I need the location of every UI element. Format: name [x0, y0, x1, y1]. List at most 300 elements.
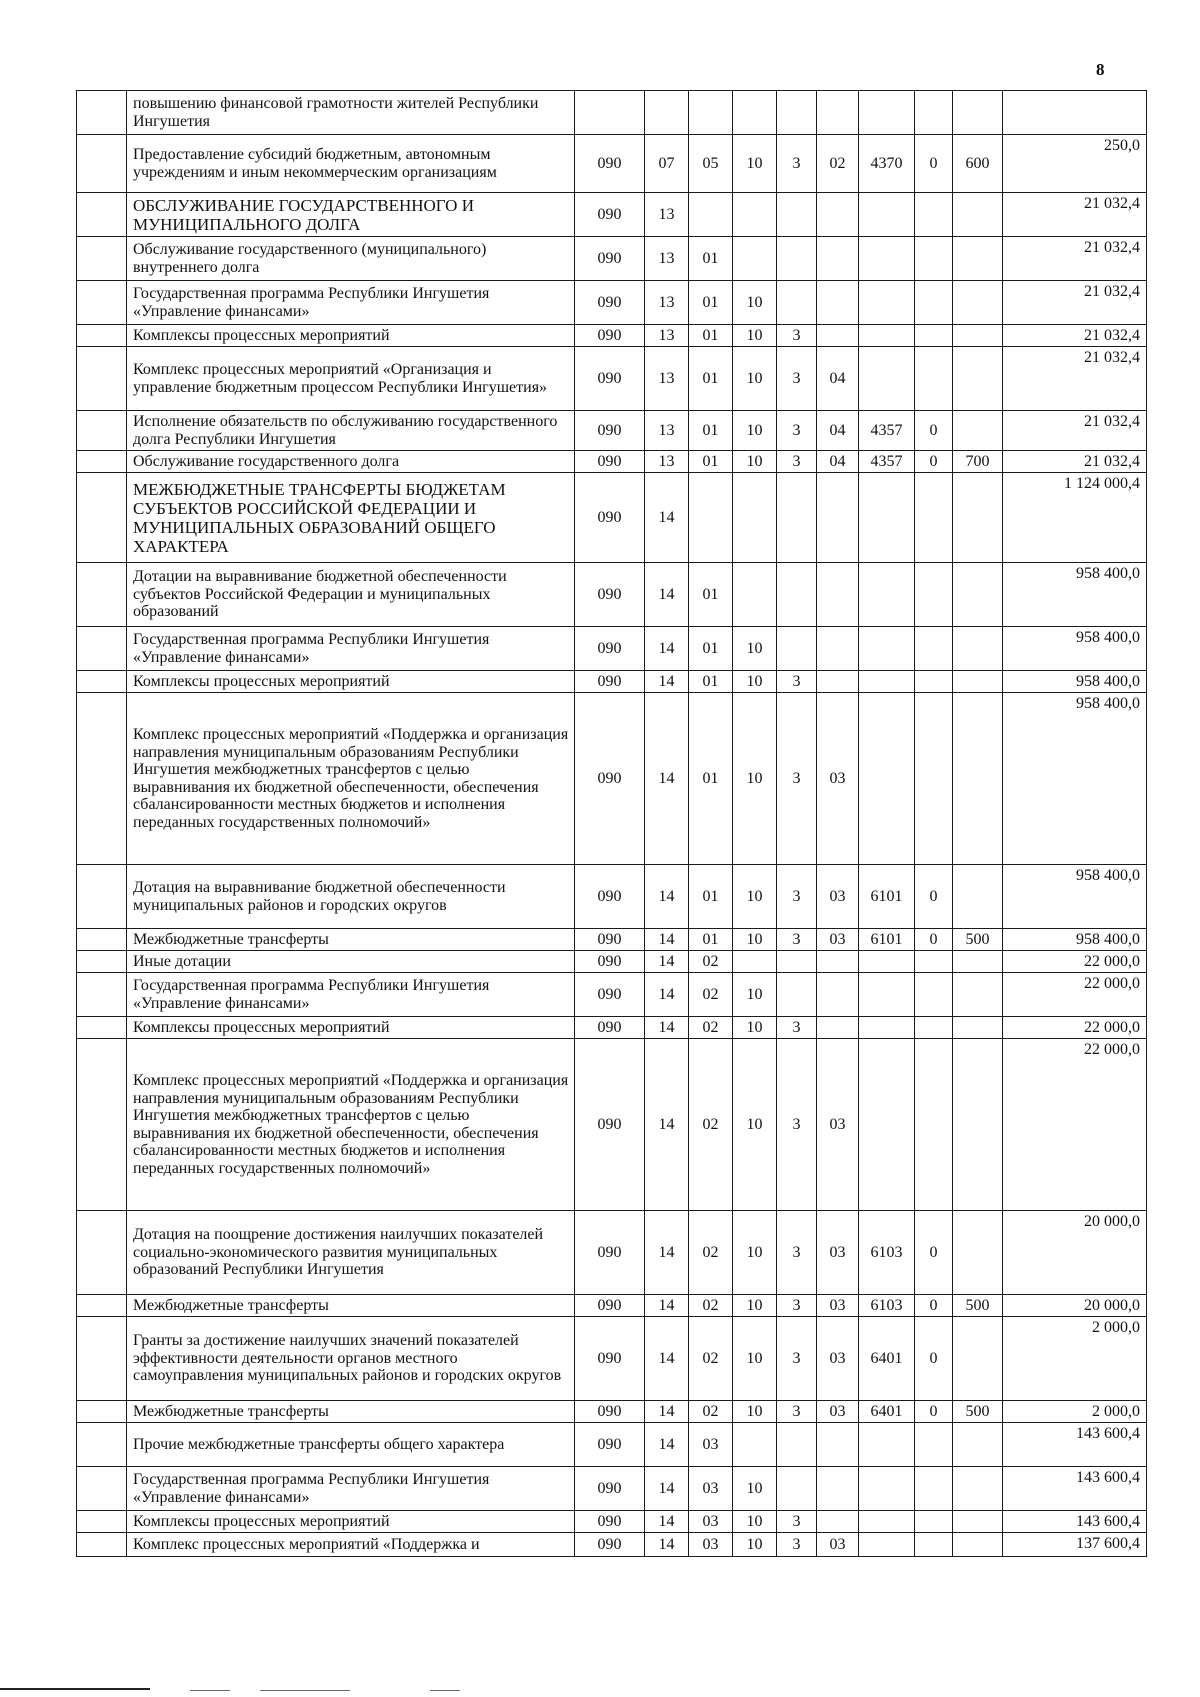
code-cell-c5: 3: [777, 1211, 817, 1295]
code-cell-c6: 03: [817, 693, 859, 865]
row-description: Государственная программа Республики Ингушетия «Управление финансами»: [127, 281, 575, 325]
amount-cell: 21 032,4: [1003, 281, 1147, 325]
code-cell-c7: [859, 193, 915, 237]
code-cell-c5: 3: [777, 1533, 817, 1557]
row-description: Иные дотации: [127, 951, 575, 973]
code-cell-c7: 6101: [859, 865, 915, 929]
code-cell-c4: [733, 951, 777, 973]
code-cell-c2: 14: [645, 1295, 689, 1317]
code-cell-c9: [953, 91, 1003, 135]
row-description: Комплексы процессных мероприятий: [127, 1017, 575, 1039]
row-description: Гранты за достижение наилучших значений показателей эффективности деятельности органов местного самоуправления муниципальных районов и городских округов: [127, 1317, 575, 1401]
code-cell-c6: 03: [817, 929, 859, 951]
table-row: [77, 973, 1147, 1017]
amount-cell: 22 000,0: [1003, 1039, 1147, 1211]
code-cell-c3: 02: [689, 1401, 733, 1423]
code-cell-c1: 090: [575, 973, 645, 1017]
code-cell-c4: 10: [733, 1533, 777, 1557]
code-cell-c4: 10: [733, 929, 777, 951]
code-cell-c5: 3: [777, 325, 817, 347]
code-cell-c8: [915, 1423, 953, 1467]
amount-cell: 21 032,4: [1003, 451, 1147, 473]
code-cell-c7: [859, 281, 915, 325]
code-cell-c7: [859, 1533, 915, 1557]
code-cell-c4: [733, 237, 777, 281]
code-cell-c9: [953, 951, 1003, 973]
code-cell-c6: [817, 1467, 859, 1511]
amount-cell: 22 000,0: [1003, 951, 1147, 973]
code-cell-c7: [859, 693, 915, 865]
code-cell-c1: 090: [575, 627, 645, 671]
code-cell-c6: 03: [817, 865, 859, 929]
row-description: Комплексы процессных мероприятий: [127, 671, 575, 693]
code-cell-c5: [777, 91, 817, 135]
code-cell-c7: [859, 91, 915, 135]
row-description: Дотация на поощрение достижения наилучших показателей социально-экономического развития муниципальных образований Республики Ингушетия: [127, 1211, 575, 1295]
code-cell-c2: 14: [645, 1039, 689, 1211]
code-cell-c1: [575, 91, 645, 135]
amount-cell: 20 000,0: [1003, 1211, 1147, 1295]
table-row: [77, 1423, 1147, 1467]
code-cell-c8: 0: [915, 135, 953, 193]
code-cell-c5: 3: [777, 1317, 817, 1401]
table-row: [77, 671, 1147, 693]
row-index-cell: [77, 973, 127, 1017]
code-cell-c1: 090: [575, 929, 645, 951]
code-cell-c6: [817, 91, 859, 135]
table-row: [77, 325, 1147, 347]
code-cell-c4: 10: [733, 451, 777, 473]
code-cell-c8: [915, 237, 953, 281]
code-cell-c5: [777, 1423, 817, 1467]
code-cell-c8: [915, 973, 953, 1017]
table-row: [77, 451, 1147, 473]
code-cell-c4: 10: [733, 1401, 777, 1423]
code-cell-c8: [915, 563, 953, 627]
code-cell-c3: 03: [689, 1533, 733, 1557]
row-index-cell: [77, 1039, 127, 1211]
code-cell-c7: [859, 563, 915, 627]
code-cell-c4: 10: [733, 1317, 777, 1401]
amount-cell: 143 600,4: [1003, 1511, 1147, 1533]
code-cell-c1: 090: [575, 1211, 645, 1295]
code-cell-c4: [733, 1423, 777, 1467]
code-cell-c5: 3: [777, 929, 817, 951]
code-cell-c6: [817, 473, 859, 563]
code-cell-c6: 03: [817, 1295, 859, 1317]
code-cell-c7: 4357: [859, 411, 915, 451]
code-cell-c6: 03: [817, 1401, 859, 1423]
code-cell-c7: 6103: [859, 1211, 915, 1295]
code-cell-c9: 500: [953, 929, 1003, 951]
code-cell-c3: 01: [689, 411, 733, 451]
row-index-cell: [77, 627, 127, 671]
code-cell-c4: 10: [733, 1467, 777, 1511]
code-cell-c4: 10: [733, 1017, 777, 1039]
row-description: Дотации на выравнивание бюджетной обеспеченности субъектов Российской Федерации и муниципальных образований: [127, 563, 575, 627]
code-cell-c2: 13: [645, 237, 689, 281]
code-cell-c2: 14: [645, 865, 689, 929]
code-cell-c6: [817, 237, 859, 281]
code-cell-c7: [859, 237, 915, 281]
row-index-cell: [77, 473, 127, 563]
code-cell-c7: [859, 1039, 915, 1211]
code-cell-c9: [953, 347, 1003, 411]
code-cell-c7: 6401: [859, 1401, 915, 1423]
code-cell-c3: 01: [689, 627, 733, 671]
amount-cell: 958 400,0: [1003, 865, 1147, 929]
row-index-cell: [77, 1533, 127, 1557]
amount-cell: 1 124 000,4: [1003, 473, 1147, 563]
row-description: Комплексы процессных мероприятий: [127, 1511, 575, 1533]
code-cell-c8: [915, 91, 953, 135]
scan-artifact-dots: [190, 1690, 230, 1691]
code-cell-c9: [953, 1423, 1003, 1467]
amount-cell: 21 032,4: [1003, 411, 1147, 451]
table-body: [77, 91, 1147, 1557]
table-row: [77, 865, 1147, 929]
code-cell-c8: 0: [915, 1317, 953, 1401]
amount-cell: 143 600,4: [1003, 1423, 1147, 1467]
code-cell-c8: [915, 1533, 953, 1557]
table-row: [77, 1401, 1147, 1423]
table-row: [77, 237, 1147, 281]
code-cell-c7: 6401: [859, 1317, 915, 1401]
amount-cell: 21 032,4: [1003, 237, 1147, 281]
code-cell-c5: [777, 951, 817, 973]
code-cell-c9: [953, 411, 1003, 451]
code-cell-c9: [953, 1317, 1003, 1401]
row-index-cell: [77, 693, 127, 865]
row-description: Комплекс процессных мероприятий «Поддержка и: [127, 1533, 575, 1557]
table-row: [77, 929, 1147, 951]
table-row: [77, 1511, 1147, 1533]
table-row: [77, 1039, 1147, 1211]
code-cell-c3: 01: [689, 347, 733, 411]
code-cell-c2: 14: [645, 1423, 689, 1467]
code-cell-c6: 03: [817, 1533, 859, 1557]
code-cell-c6: [817, 1017, 859, 1039]
code-cell-c6: [817, 193, 859, 237]
code-cell-c2: 14: [645, 973, 689, 1017]
code-cell-c7: [859, 951, 915, 973]
code-cell-c3: 01: [689, 693, 733, 865]
amount-cell: 958 400,0: [1003, 671, 1147, 693]
code-cell-c8: [915, 693, 953, 865]
code-cell-c5: 3: [777, 865, 817, 929]
code-cell-c9: 500: [953, 1295, 1003, 1317]
code-cell-c1: 090: [575, 671, 645, 693]
code-cell-c6: 03: [817, 1317, 859, 1401]
code-cell-c6: [817, 951, 859, 973]
code-cell-c4: 10: [733, 1211, 777, 1295]
row-description: Государственная программа Республики Ингушетия «Управление финансами»: [127, 627, 575, 671]
code-cell-c7: [859, 347, 915, 411]
code-cell-c7: [859, 325, 915, 347]
amount-cell: 958 400,0: [1003, 929, 1147, 951]
amount-cell: 21 032,4: [1003, 347, 1147, 411]
code-cell-c8: 0: [915, 1211, 953, 1295]
code-cell-c8: 0: [915, 865, 953, 929]
code-cell-c1: 090: [575, 1533, 645, 1557]
code-cell-c3: [689, 91, 733, 135]
code-cell-c6: 04: [817, 451, 859, 473]
amount-cell: 21 032,4: [1003, 325, 1147, 347]
table-row: [77, 1211, 1147, 1295]
code-cell-c8: 0: [915, 411, 953, 451]
code-cell-c8: 0: [915, 1295, 953, 1317]
code-cell-c1: 090: [575, 237, 645, 281]
amount-cell: 20 000,0: [1003, 1295, 1147, 1317]
code-cell-c8: 0: [915, 929, 953, 951]
row-index-cell: [77, 929, 127, 951]
row-index-cell: [77, 1295, 127, 1317]
row-index-cell: [77, 1423, 127, 1467]
budget-table: [76, 90, 1147, 1557]
row-index-cell: [77, 325, 127, 347]
table-row: [77, 135, 1147, 193]
code-cell-c6: [817, 671, 859, 693]
code-cell-c4: 10: [733, 1511, 777, 1533]
code-cell-c9: [953, 1533, 1003, 1557]
code-cell-c9: [953, 973, 1003, 1017]
code-cell-c5: 3: [777, 671, 817, 693]
code-cell-c4: [733, 193, 777, 237]
code-cell-c1: 090: [575, 281, 645, 325]
code-cell-c1: 090: [575, 135, 645, 193]
code-cell-c8: [915, 1467, 953, 1511]
row-description: ОБСЛУЖИВАНИЕ ГОСУДАРСТВЕННОГО И МУНИЦИПАЛЬНОГО ДОЛГА: [127, 193, 575, 237]
code-cell-c7: [859, 973, 915, 1017]
code-cell-c1: 090: [575, 1511, 645, 1533]
table-row: [77, 1017, 1147, 1039]
code-cell-c5: [777, 627, 817, 671]
code-cell-c4: 10: [733, 693, 777, 865]
code-cell-c9: [953, 237, 1003, 281]
scan-artifact-dots: [260, 1690, 350, 1691]
code-cell-c9: [953, 281, 1003, 325]
amount-cell: 21 032,4: [1003, 193, 1147, 237]
code-cell-c3: 01: [689, 929, 733, 951]
code-cell-c2: 14: [645, 671, 689, 693]
table-row: [77, 1533, 1147, 1557]
table-row: [77, 951, 1147, 973]
row-description: Исполнение обязательств по обслуживанию государственного долга Республики Ингушетия: [127, 411, 575, 451]
code-cell-c6: [817, 563, 859, 627]
row-description: Комплекс процессных мероприятий «Поддержка и организация направления муниципальным образованиям Республики Ингушетия межбюджетных трансфертов с целью выравнивания их бюджетной обеспеченности, обеспечения сбалансированности местных бюджетов и исполнения переданных государственных полномочий»: [127, 1039, 575, 1211]
code-cell-c8: [915, 347, 953, 411]
code-cell-c3: [689, 473, 733, 563]
code-cell-c5: 3: [777, 1039, 817, 1211]
row-index-cell: [77, 1511, 127, 1533]
code-cell-c1: 090: [575, 473, 645, 563]
code-cell-c1: 090: [575, 1317, 645, 1401]
code-cell-c9: [953, 1017, 1003, 1039]
code-cell-c3: 01: [689, 451, 733, 473]
code-cell-c5: [777, 193, 817, 237]
row-index-cell: [77, 865, 127, 929]
row-description: Межбюджетные трансферты: [127, 1295, 575, 1317]
code-cell-c1: 090: [575, 1423, 645, 1467]
code-cell-c8: [915, 1039, 953, 1211]
code-cell-c5: [777, 473, 817, 563]
amount-cell: 2 000,0: [1003, 1401, 1147, 1423]
code-cell-c6: [817, 281, 859, 325]
table-row: [77, 281, 1147, 325]
code-cell-c3: 03: [689, 1423, 733, 1467]
code-cell-c5: 3: [777, 1401, 817, 1423]
code-cell-c9: [953, 193, 1003, 237]
code-cell-c1: 090: [575, 1467, 645, 1511]
code-cell-c3: 05: [689, 135, 733, 193]
code-cell-c5: [777, 237, 817, 281]
code-cell-c8: [915, 473, 953, 563]
code-cell-c3: 01: [689, 865, 733, 929]
amount-cell: 958 400,0: [1003, 563, 1147, 627]
code-cell-c5: 3: [777, 135, 817, 193]
code-cell-c6: 04: [817, 411, 859, 451]
code-cell-c2: 13: [645, 193, 689, 237]
code-cell-c1: 090: [575, 411, 645, 451]
row-description: Межбюджетные трансферты: [127, 1401, 575, 1423]
table-row: [77, 563, 1147, 627]
table-row: [77, 91, 1147, 135]
code-cell-c5: [777, 973, 817, 1017]
code-cell-c9: [953, 563, 1003, 627]
code-cell-c6: [817, 325, 859, 347]
code-cell-c3: 03: [689, 1467, 733, 1511]
code-cell-c7: 4357: [859, 451, 915, 473]
code-cell-c9: 500: [953, 1401, 1003, 1423]
scan-artifact-dots: [430, 1690, 460, 1691]
row-description: Межбюджетные трансферты: [127, 929, 575, 951]
code-cell-c4: 10: [733, 1295, 777, 1317]
table-row: [77, 1295, 1147, 1317]
table-row: [77, 1317, 1147, 1401]
scan-artifact-line: [0, 1688, 150, 1690]
code-cell-c4: 10: [733, 627, 777, 671]
row-index-cell: [77, 135, 127, 193]
code-cell-c5: [777, 1467, 817, 1511]
row-index-cell: [77, 1017, 127, 1039]
code-cell-c9: [953, 473, 1003, 563]
code-cell-c7: [859, 1017, 915, 1039]
code-cell-c8: [915, 281, 953, 325]
code-cell-c2: 14: [645, 1467, 689, 1511]
code-cell-c3: 02: [689, 1017, 733, 1039]
amount-cell: 22 000,0: [1003, 973, 1147, 1017]
amount-cell: 958 400,0: [1003, 627, 1147, 671]
code-cell-c9: [953, 865, 1003, 929]
code-cell-c3: 01: [689, 281, 733, 325]
code-cell-c4: 10: [733, 325, 777, 347]
code-cell-c9: [953, 627, 1003, 671]
table-row: [77, 693, 1147, 865]
code-cell-c9: [953, 325, 1003, 347]
code-cell-c3: [689, 193, 733, 237]
row-description: Комплексы процессных мероприятий: [127, 325, 575, 347]
code-cell-c3: 01: [689, 563, 733, 627]
code-cell-c3: 02: [689, 973, 733, 1017]
code-cell-c4: 10: [733, 1039, 777, 1211]
code-cell-c1: 090: [575, 451, 645, 473]
amount-cell: 958 400,0: [1003, 693, 1147, 865]
code-cell-c1: 090: [575, 1401, 645, 1423]
code-cell-c3: 02: [689, 951, 733, 973]
code-cell-c8: [915, 627, 953, 671]
code-cell-c5: 3: [777, 693, 817, 865]
code-cell-c7: [859, 473, 915, 563]
code-cell-c2: 14: [645, 563, 689, 627]
code-cell-c7: 4370: [859, 135, 915, 193]
code-cell-c2: 14: [645, 1017, 689, 1039]
code-cell-c7: 6103: [859, 1295, 915, 1317]
table-row: [77, 627, 1147, 671]
amount-cell: [1003, 91, 1147, 135]
code-cell-c7: [859, 1423, 915, 1467]
code-cell-c1: 090: [575, 951, 645, 973]
row-description: Обслуживание государственного долга: [127, 451, 575, 473]
row-index-cell: [77, 1211, 127, 1295]
code-cell-c1: 090: [575, 1039, 645, 1211]
code-cell-c2: [645, 91, 689, 135]
code-cell-c9: [953, 693, 1003, 865]
amount-cell: 143 600,4: [1003, 1467, 1147, 1511]
code-cell-c8: [915, 1511, 953, 1533]
code-cell-c5: 3: [777, 1017, 817, 1039]
code-cell-c5: [777, 281, 817, 325]
row-index-cell: [77, 237, 127, 281]
table-row: [77, 411, 1147, 451]
code-cell-c3: 02: [689, 1295, 733, 1317]
row-index-cell: [77, 671, 127, 693]
row-description: Государственная программа Республики Ингушетия «Управление финансами»: [127, 973, 575, 1017]
row-index-cell: [77, 91, 127, 135]
row-description: Прочие межбюджетные трансферты общего характера: [127, 1423, 575, 1467]
code-cell-c2: 14: [645, 1401, 689, 1423]
code-cell-c1: 090: [575, 1017, 645, 1039]
code-cell-c5: 3: [777, 451, 817, 473]
code-cell-c9: 600: [953, 135, 1003, 193]
code-cell-c7: [859, 1467, 915, 1511]
table-row: [77, 473, 1147, 563]
code-cell-c4: 10: [733, 411, 777, 451]
code-cell-c1: 090: [575, 563, 645, 627]
code-cell-c6: [817, 973, 859, 1017]
code-cell-c9: 700: [953, 451, 1003, 473]
code-cell-c4: 10: [733, 865, 777, 929]
code-cell-c2: 14: [645, 1211, 689, 1295]
code-cell-c3: 01: [689, 325, 733, 347]
code-cell-c8: 0: [915, 451, 953, 473]
code-cell-c4: [733, 91, 777, 135]
code-cell-c3: 01: [689, 237, 733, 281]
code-cell-c9: [953, 1511, 1003, 1533]
code-cell-c7: [859, 1511, 915, 1533]
row-description: Государственная программа Республики Ингушетия «Управление финансами»: [127, 1467, 575, 1511]
row-index-cell: [77, 411, 127, 451]
code-cell-c2: 13: [645, 451, 689, 473]
row-index-cell: [77, 1317, 127, 1401]
code-cell-c2: 14: [645, 627, 689, 671]
row-index-cell: [77, 281, 127, 325]
row-description: Дотация на выравнивание бюджетной обеспеченности муниципальных районов и городских округов: [127, 865, 575, 929]
code-cell-c3: 03: [689, 1511, 733, 1533]
code-cell-c4: 10: [733, 671, 777, 693]
code-cell-c6: 04: [817, 347, 859, 411]
row-index-cell: [77, 563, 127, 627]
code-cell-c2: 13: [645, 411, 689, 451]
